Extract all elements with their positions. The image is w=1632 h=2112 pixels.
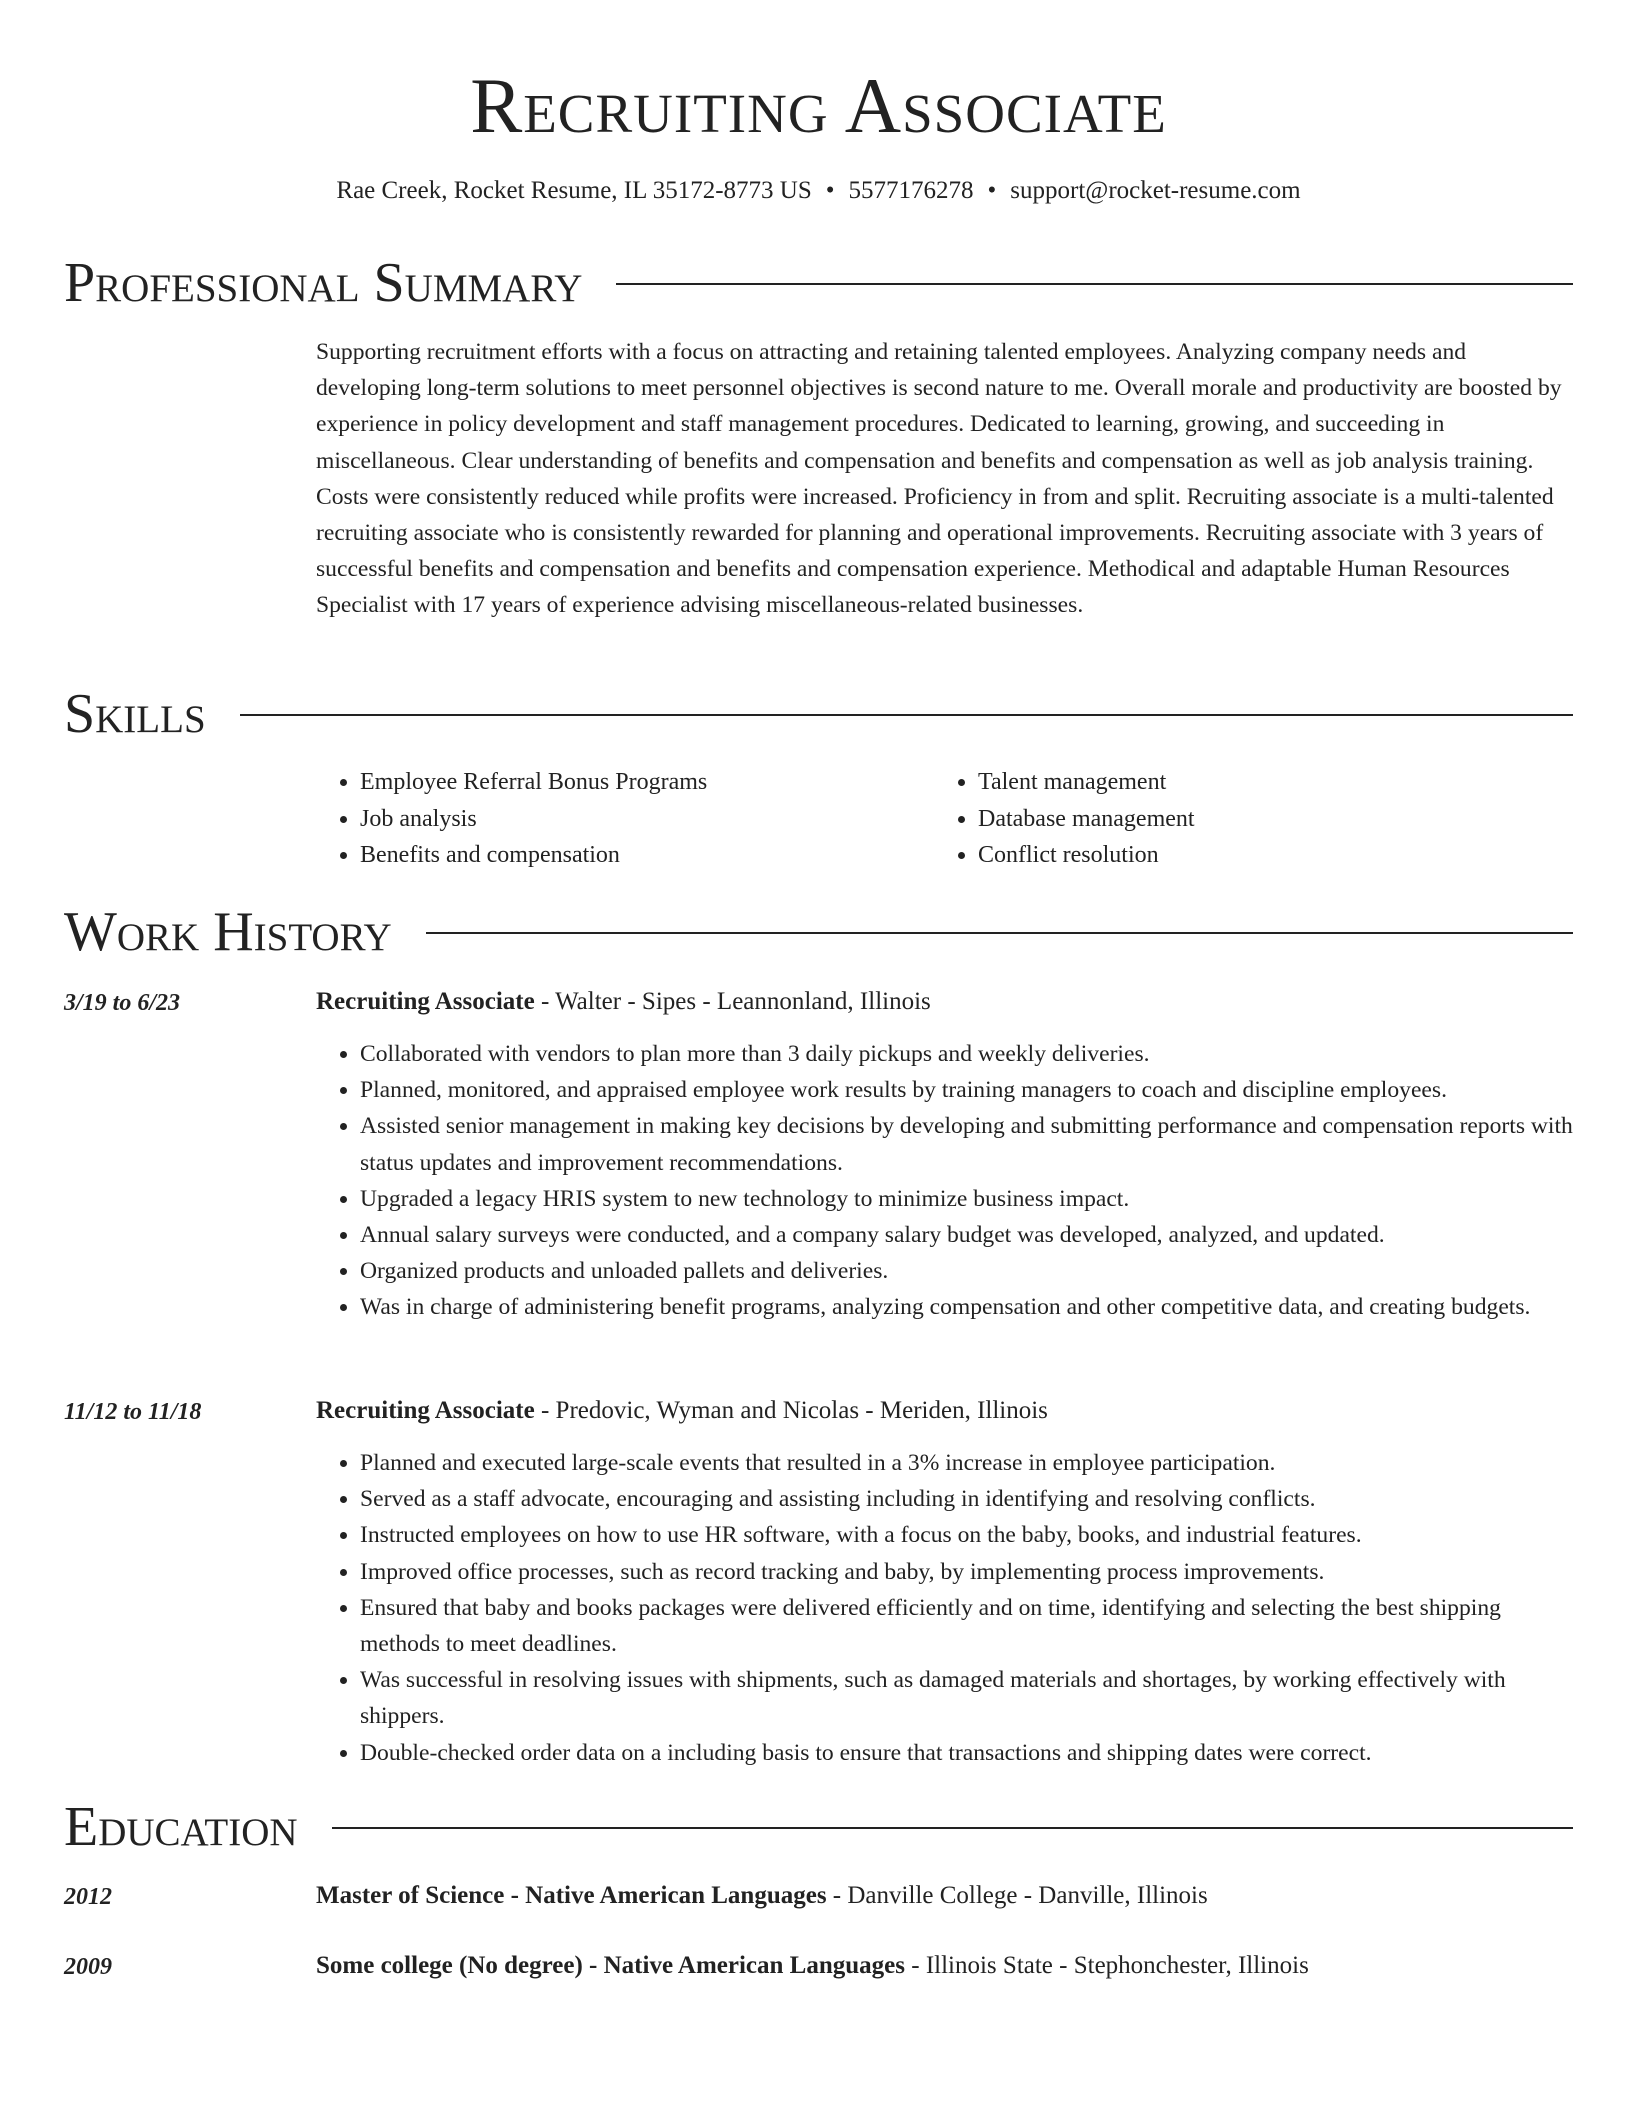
education-heading <box>316 1949 1573 1983</box>
section-divider <box>616 283 1573 285</box>
skills-list <box>316 764 1573 874</box>
skill-item: • Employee Referral Bonus Programs <box>360 764 891 801</box>
education-degree: Master of Science - Native American Languages <box>316 1882 827 1909</box>
job-title: Recruiting Associate <box>316 988 535 1015</box>
skill-item: • Talent management <box>978 764 1509 801</box>
job-bullet: • Collaborated with vendors to plan more than 3 daily pickups and weekly deliveries. <box>360 1036 1573 1072</box>
skill-item: • Database management <box>978 801 1509 838</box>
work-section-title: Work History <box>64 901 392 963</box>
job-bullet: • Assisted senior management in making key decisions by developing and submitting performance and compensation reports with status updates and improvement recommendations. <box>360 1108 1573 1180</box>
job-bullet: • Organized products and unloaded pallets and deliveries. <box>360 1253 1573 1289</box>
job-bullet: • Served as a staff advocate, encouraging and assisting including in identifying and resolving conflicts. <box>360 1481 1573 1517</box>
job-bullets <box>316 1445 1573 1771</box>
job-bullet: • Improved office processes, such as record tracking and baby, by implementing process improvements. <box>360 1554 1573 1590</box>
job-employer: - Predovic, Wyman and Nicolas - Meriden, Illinois <box>534 1397 1048 1424</box>
job-dates: 11/12 to 11/18 <box>64 1399 202 1425</box>
summary-section-header <box>64 252 1573 314</box>
skill-item: • Benefits and compensation <box>360 837 891 874</box>
job-bullet: • Double-checked order data on a including basis to ensure that transactions and shipping dates were correct. <box>360 1735 1573 1771</box>
summary-text: Supporting recruitment efforts with a focus on attracting and retaining talented employees. Analyzing company needs and developing long-term solutions to meet personnel objectives is second nature to me. Overall morale and productivity are boosted by experience in policy development and staff management procedures. Dedicated to learning, growing, and succeeding in miscellaneous. Clear understanding of benefits and compensation and benefits and compensation as well as job analysis training. Costs were consistently reduced while profits were increased. Proficiency in from and split. Recruiting associate is a multi-talented recruiting associate who is consistently rewarded for planning and operational improvements. Recruiting associate with 3 years of successful benefits and compensation and benefits and compensation experience. Methodical and adaptable Human Resources Specialist with 17 years of experience advising miscellaneous-related businesses. <box>316 339 1562 619</box>
job-bullet: • Was in charge of administering benefit programs, analyzing compensation and other competitive data, and creating budgets. <box>360 1289 1573 1325</box>
education-heading <box>316 1879 1573 1913</box>
skills-section-title: Skills <box>64 683 206 745</box>
contact-line <box>64 174 1573 208</box>
contact-separator: • <box>825 177 835 204</box>
skill-item: • Job analysis <box>360 801 891 838</box>
job-title: Recruiting Associate <box>316 1397 535 1424</box>
education-year: 2009 <box>64 1954 112 1980</box>
work-section-header <box>64 901 1573 963</box>
job-bullet: • Was successful in resolving issues with shipments, such as damaged materials and shortages, by working effectively with shippers. <box>360 1662 1573 1734</box>
education-section-title: Education <box>64 1796 298 1858</box>
job-employer: - Walter - Sipes - Leannonland, Illinois <box>534 988 931 1015</box>
job-bullet: • Planned and executed large-scale events that resulted in a 3% increase in employee participation. <box>360 1445 1573 1481</box>
section-divider <box>332 1827 1573 1829</box>
resume-title: Recruiting Associate <box>470 62 1167 149</box>
job-bullets <box>316 1036 1573 1326</box>
contact-email: support@rocket-resume.com <box>1010 177 1301 204</box>
job-heading <box>316 1394 1573 1428</box>
skills-section-header <box>64 683 1573 745</box>
education-year: 2012 <box>64 1884 112 1910</box>
job-heading <box>316 985 1573 1019</box>
summary-section-title: Professional Summary <box>64 252 583 314</box>
education-section-header <box>64 1796 1573 1858</box>
education-school: - Danville College - Danville, Illinois <box>826 1882 1208 1909</box>
job-bullet: • Ensured that baby and books packages were delivered efficiently and on time, identifying and selecting the best shipping methods to meet deadlines. <box>360 1590 1573 1662</box>
skills-column-right <box>934 764 1509 874</box>
contact-separator: • <box>987 177 997 204</box>
job-bullet: • Instructed employees on how to use HR software, with a focus on the baby, books, and industrial features. <box>360 1517 1573 1553</box>
section-divider <box>426 932 1573 934</box>
skill-item: • Conflict resolution <box>978 837 1509 874</box>
contact-address: Rae Creek, Rocket Resume, IL 35172-8773 US <box>336 177 812 204</box>
education-school: - Illinois State - Stephonchester, Illinois <box>905 1952 1309 1979</box>
job-dates: 3/19 to 6/23 <box>64 990 181 1016</box>
job-bullet: • Annual salary surveys were conducted, and a company salary budget was developed, analyzed, and updated. <box>360 1217 1573 1253</box>
section-divider <box>240 714 1573 716</box>
job-bullet: • Upgraded a legacy HRIS system to new technology to minimize business impact. <box>360 1181 1573 1217</box>
contact-phone: 5577176278 <box>848 177 974 204</box>
skills-column-left <box>316 764 891 874</box>
job-bullet: • Planned, monitored, and appraised employee work results by training managers to coach and discipline employees. <box>360 1072 1573 1108</box>
education-degree: Some college (No degree) - Native American Languages <box>316 1952 905 1979</box>
